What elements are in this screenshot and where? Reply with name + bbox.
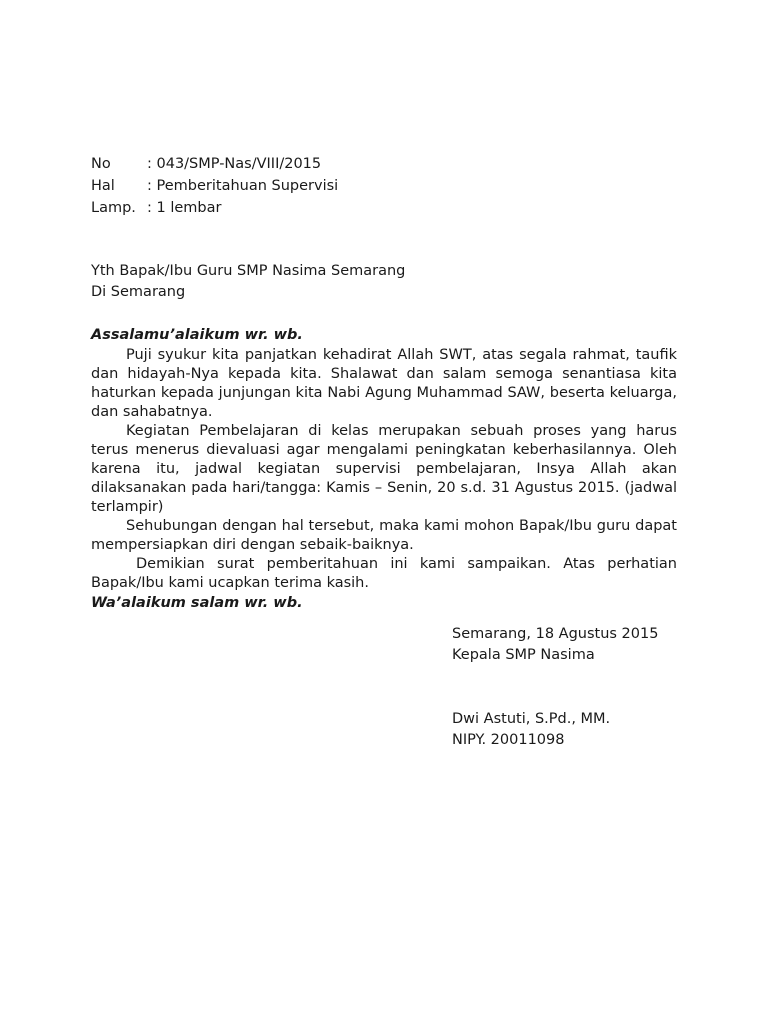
meta-label: Hal [91,178,115,194]
recipient-city: Di Semarang [91,284,186,300]
signature-block [452,624,692,666]
meta-value: : 1 lembar [147,200,222,216]
letter-meta [91,153,677,219]
signer-name: Dwi Astuti, S.Pd., MM. [452,711,611,727]
signer-position: Kepala SMP Nasima [452,647,595,663]
body-paragraph: Demikian surat pemberitahuan ini kami sampaikan. Atas perhatian Bapak/Ibu kami ucapkan terima kasih. [91,556,677,591]
letter-body [91,325,677,614]
place-date: Semarang, 18 Agustus 2015 [452,626,659,642]
body-paragraph: Sehubungan dengan hal tersebut, maka kami mohon Bapak/Ibu guru dapat mempersiapkan diri dengan sebaik-baiknya. [91,518,677,553]
meta-label: No [91,156,111,172]
meta-value: : 043/SMP-Nas/VIII/2015 [147,156,322,172]
closing-greeting: Wa’alaikum salam wr. wb. [91,595,303,611]
meta-row-hal [91,175,677,197]
meta-label: Lamp. [91,200,136,216]
body-paragraph: Puji syukur kita panjatkan kehadirat Allah SWT, atas segala rahmat, taufik dan hidayah-Nya kepada kita. Shalawat dan salam semoga senantiasa kita haturkan kepada junjungan kita Nabi Agung Muhammad SAW, beserta keluarga, dan sahabatnya. [91,347,677,420]
meta-row-no [91,153,677,175]
recipient-line: Yth Bapak/Ibu Guru SMP Nasima Semarang [91,263,406,279]
meta-value: : Pemberitahuan Supervisi [147,178,339,194]
signer-nipy: NIPY. 20011098 [452,732,565,748]
recipient-block [91,261,677,303]
opening-greeting: Assalamu’alaikum wr. wb. [91,327,303,343]
meta-row-lamp [91,197,677,219]
body-paragraph: Kegiatan Pembelajaran di kelas merupakan sebuah proses yang harus terus menerus dievaluasi agar mengalami peningkatan keberhasilannya. Oleh karena itu, jadwal kegiatan supervisi pembelajaran, Insya Allah akan dilaksanakan pada hari/tangga: Kamis – Senin, 20 s.d. 31 Agustus 2015. (jadwal terlampir) [91,423,677,515]
signer-block [452,709,692,751]
